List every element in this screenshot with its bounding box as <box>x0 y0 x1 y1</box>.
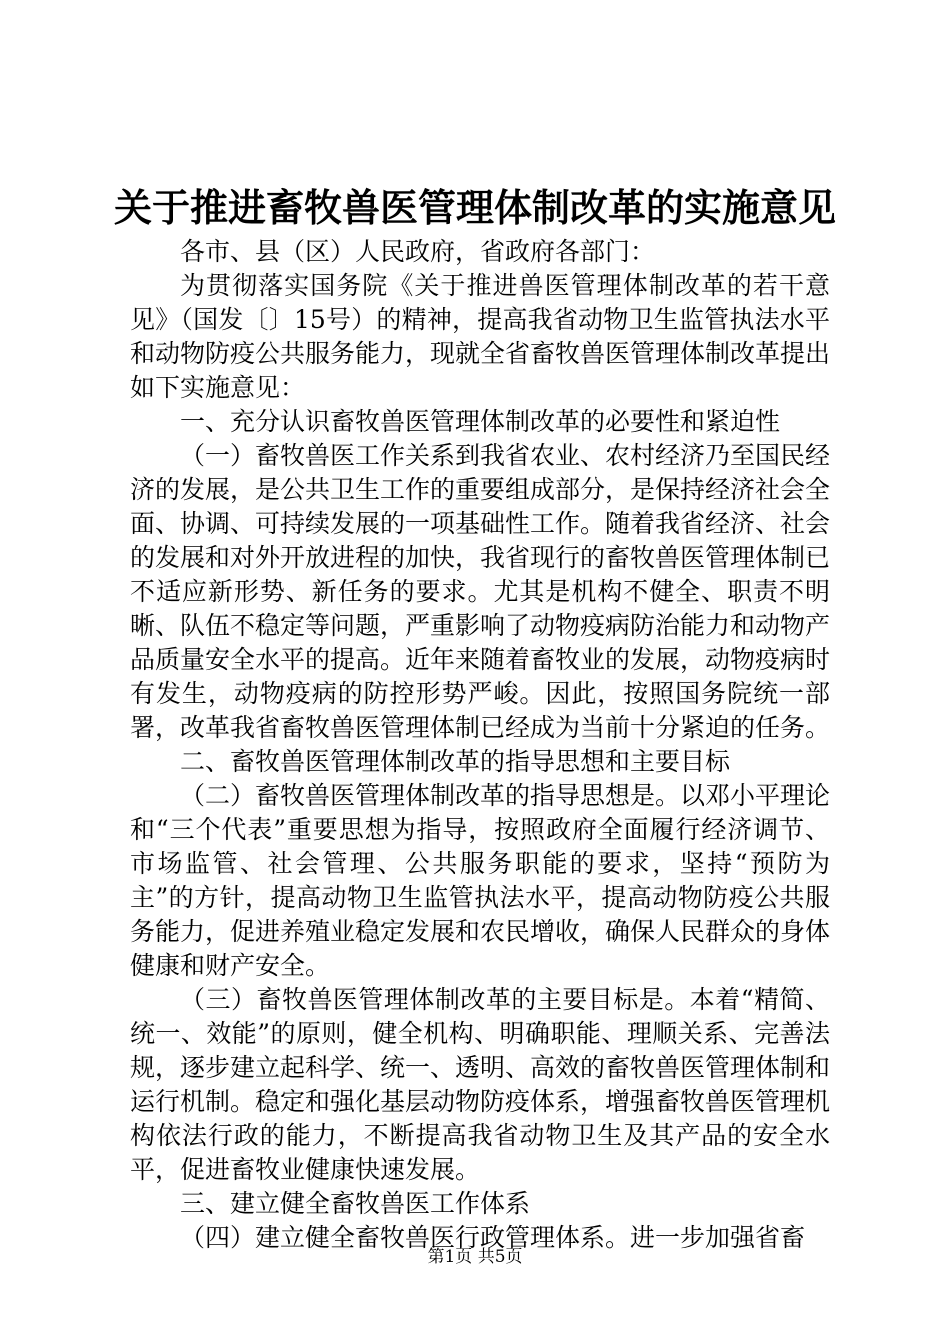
document-body <box>130 235 830 1255</box>
document-title: 关于推进畜牧兽医管理体制改革的实施意见 <box>113 185 836 230</box>
section-heading-1: 一、充分认识畜牧兽医管理体制改革的必要性和紧迫性 <box>180 407 781 436</box>
section-heading-3: 三、建立健全畜牧兽医工作体系 <box>180 1189 531 1218</box>
clause-paragraph-4: （四）建立健全畜牧兽医行政管理体系。进一步加强省畜 <box>180 1223 806 1252</box>
clause-paragraph-1: （一）畜牧兽医工作关系到我省农业、农村经济乃至国民经济的发展，是公共卫生工作的重要组成部分，是保持经济社会全面、协调、可持续发展的一项基础性工作。随着我省经济、社会的发展和对外开放进程的加快，我省现行的畜牧兽医管理体制已不适应新形势、新任务的要求。尤其是机构不健全、职责不明晰、队伍不稳定等问题，严重影响了动物疫病防治能力和动物产品质量安全水平的提高。近年来随着畜牧业的发展，动物疫病时有发生，动物疫病的防控形势严峻。因此，按照国务院统一部署，改革我省畜牧兽医管理体制已经成为当前十分紧迫的任务。 <box>130 441 831 742</box>
intro-paragraph: 为贯彻落实国务院《关于推进兽医管理体制改革的若干意见》（国发〔〕15号）的精神，提高我省动物卫生监管执法水平和动物防疫公共服务能力，现就全省畜牧兽医管理体制改革提出如下实施意见： <box>130 271 831 402</box>
section-heading-2: 二、畜牧兽医管理体制改革的指导思想和主要目标 <box>180 747 731 776</box>
salutation-paragraph: 各市、县（区）人民政府，省政府各部门： <box>180 237 656 266</box>
clause-paragraph-2: （二）畜牧兽医管理体制改革的指导思想是。以邓小平理论和“三个代表”重要思想为指导，按照政府全面履行经济调节、市场监管、社会管理、公共服务职能的要求，坚持“预防为主”的方针，提高动物卫生监管执法水平，提高动物防疫公共服务能力，促进养殖业稳定发展和农民增收，确保人民群众的身体健康和财产安全。 <box>130 781 831 980</box>
page-footer: 第1页 共5页 <box>427 1247 523 1267</box>
clause-paragraph-3: （三）畜牧兽医管理体制改革的主要目标是。本着“精简、统一、效能”的原则，健全机构、明确职能、理顺关系、完善法规，逐步建立起科学、统一、透明、高效的畜牧兽医管理体制和运行机制。稳定和强化基层动物防疫体系，增强畜牧兽医管理机构依法行政的能力，不断提高我省动物卫生及其产品的安全水平，促进畜牧业健康快速发展。 <box>130 985 831 1184</box>
